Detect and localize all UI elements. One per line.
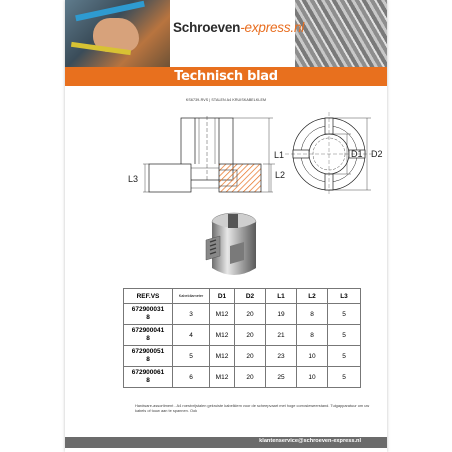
cell-l3: 5 — [328, 346, 361, 367]
cell-l2: 10 — [297, 346, 328, 367]
header-banner — [65, 0, 387, 67]
cell-d1: M12 — [210, 304, 235, 325]
page-title: Technisch blad — [174, 69, 278, 84]
col-header-ref: REF.VS — [124, 289, 173, 304]
title-bar — [65, 67, 387, 86]
side-view — [149, 116, 261, 192]
spec-table — [123, 288, 361, 388]
cell-ref: 672900031 8 — [124, 304, 173, 325]
cell-l1: 25 — [266, 367, 297, 388]
dim-label-d2: D2 — [371, 149, 383, 159]
cell-l1: 19 — [266, 304, 297, 325]
technical-drawing — [125, 106, 385, 206]
dim-label-l3: L3 — [128, 174, 139, 184]
product-photo — [200, 210, 260, 285]
table-row — [124, 346, 361, 367]
cell-ref: 672900041 8 — [124, 325, 173, 346]
col-header-kabel: Kabeldiameter — [173, 289, 210, 304]
cell-l1: 23 — [266, 346, 297, 367]
cell-l2: 8 — [297, 304, 328, 325]
cell-l3: 5 — [328, 367, 361, 388]
col-header-l1: L1 — [266, 289, 297, 304]
table-header-row — [124, 289, 361, 304]
dim-label-d1: D1 — [351, 149, 363, 159]
cell-kabel: 6 — [173, 367, 210, 388]
screws-photo — [295, 0, 387, 67]
cell-l3: 5 — [328, 325, 361, 346]
cell-l1: 21 — [266, 325, 297, 346]
dim-label-l2: L2 — [275, 170, 286, 180]
brand-logo[interactable] — [173, 20, 304, 35]
tools-photo — [65, 0, 170, 67]
cell-ref: 672900051 8 — [124, 346, 173, 367]
col-header-l3: L3 — [328, 289, 361, 304]
cell-l2: 8 — [297, 325, 328, 346]
table-row — [124, 367, 361, 388]
technical-sheet-page — [65, 0, 387, 452]
col-header-d2: D2 — [235, 289, 266, 304]
table-row — [124, 304, 361, 325]
cell-kabel: 5 — [173, 346, 210, 367]
cell-kabel: 4 — [173, 325, 210, 346]
cell-l2: 10 — [297, 367, 328, 388]
footer-bar — [65, 437, 387, 448]
cell-l3: 5 — [328, 304, 361, 325]
product-subtitle: KS6739-RVS | STALEN A4 KRUISKABELKLEM — [185, 98, 267, 102]
product-description: Hardware-assortiment - A4 roestvrijstalen gekruiste kabelklem voor de scheepvaart met hoge corrosieweerstand. Tuigapparatuur om uw kabels of touw aan te spannen. Ook — [135, 403, 370, 414]
cell-d1: M12 — [210, 367, 235, 388]
cell-d1: M12 — [210, 325, 235, 346]
col-header-d1: D1 — [210, 289, 235, 304]
cell-d1: M12 — [210, 346, 235, 367]
cell-d2: 20 — [235, 304, 266, 325]
cell-d2: 20 — [235, 367, 266, 388]
contact-email-link[interactable]: klantenservice@schroeven-express.nl — [259, 438, 361, 444]
dim-label-l1: L1 — [274, 150, 285, 160]
cell-d2: 20 — [235, 346, 266, 367]
cell-d2: 20 — [235, 325, 266, 346]
cell-kabel: 3 — [173, 304, 210, 325]
logo-main-text: Schroeven — [173, 20, 241, 35]
table-row — [124, 325, 361, 346]
col-header-l2: L2 — [297, 289, 328, 304]
logo-ext-text: -express.nl — [240, 20, 305, 35]
cell-ref: 672900061 8 — [124, 367, 173, 388]
